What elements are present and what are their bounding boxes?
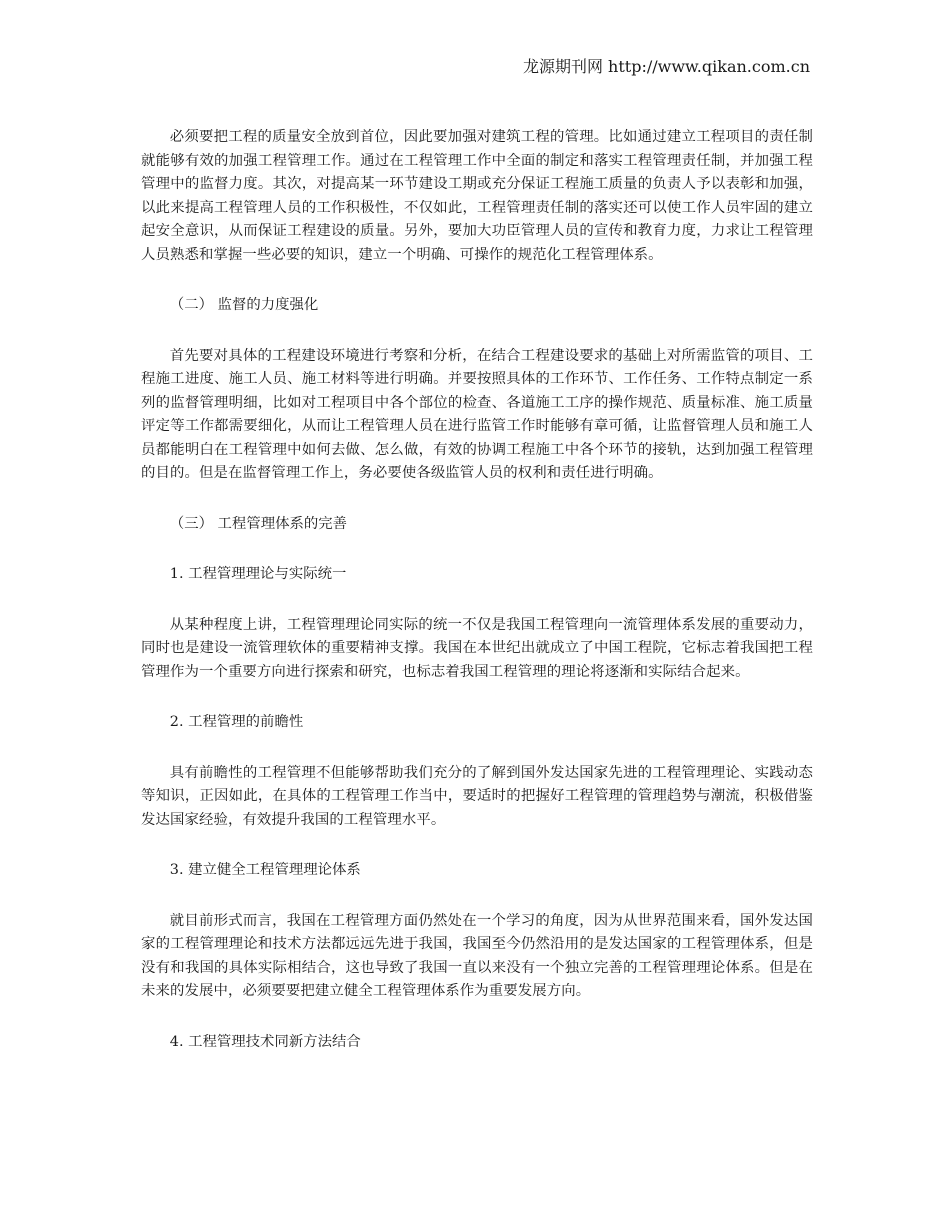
subheading-theory-practice: 1. 工程管理理论与实际统一 — [169, 566, 347, 582]
paragraph-supervision: 首先要对具体的工程建设环境进行考察和分析，在结合工程建设要求的基础上对所需监管的项目、工程施工进度、施工人员、施工材料等进行明确。并要按照具体的工作环节、工作任务、工作特点制定一系列的监督管理明细，比如对工程项目中各个部位的检查、各道施工工序的操作规范、质量标准、施工质量评定等工作都需要细化，从而让工程管理人员在进行监管工作时能够有章可循，让监督管理人员和施工人员都能明白在工程管理中如何去做、怎么做，有效的协调工程施工中各个环节的接轨，达到加强工程管理的目的。但是在监督管理工作上，务必要使各级监管人员的权利和责任进行明确。 — [141, 347, 813, 481]
section-heading-system: （三） 工程管理体系的完善 — [169, 515, 348, 532]
site-header: 龙源期刊网 http://www.qikan.com.cn — [522, 57, 810, 76]
subheading-theory-system: 3. 建立健全工程管理理论体系 — [169, 862, 361, 878]
paragraph-theory-system: 就目前形式而言，我国在工程管理方面仍然处在一个学习的角度，因为从世界范围来看，国外发达国家的工程管理理论和技术方法都远远先进于我国，我国至今仍然沿用的是发达国家的工程管理体系，但是没有和我国的具体实际相结合，这也导致了我国一直以来没有一个独立完善的工程管理理论体系。但是在未来的发展中，必须要要把建立健全工程管理体系作为重要发展方向。 — [141, 912, 813, 999]
section-heading-supervision: （二） 监督的力度强化 — [169, 297, 319, 313]
subheading-foresight: 2. 工程管理的前瞻性 — [169, 714, 304, 730]
paragraph-responsibility: 必须要把工程的质量安全放到首位，因此要加强对建筑工程的管理。比如通过建立工程项目的责任制就能够有效的加强工程管理工作。通过在工程管理工作中全面的制定和落实工程管理责任制，并加强工程管理中的监督力度。其次，对提高某一环节建设工期或充分保证工程施工质量的负责人予以表彰和加强，以此来提高工程管理人员的工作积极性，不仅如此，工程管理责任制的落实还可以使工作人员牢固的建立起安全意识，从而保证工程建设的质量。另外，要加大功臣管理人员的宣传和教育力度，力求让工程管理人员熟悉和掌握一些必要的知识，建立一个明确、可操作的规范化工程管理体系。 — [141, 129, 813, 263]
paragraph-foresight: 具有前瞻性的工程管理不但能够帮助我们充分的了解到国外发达国家先进的工程管理理论、实践动态等知识，正因如此，在具体的工程管理工作当中，要适时的把握好工程管理的管理趋势与潮流，积极借鉴发达国家经验，有效提升我国的工程管理水平。 — [141, 764, 813, 828]
paragraph-theory-practice: 从某种程度上讲，工程管理理论同实际的统一不仅是我国工程管理向一流管理体系发展的重要动力，同时也是建设一流管理软体的重要精神支撑。我国在本世纪出就成立了中国工程院，它标志着我国把工程管理作为一个重要方向进行探索和研究，也标志着我国工程管理的理论将逐渐和实际结合起来。 — [141, 616, 813, 680]
article-body — [141, 126, 813, 1081]
subheading-technology-methods: 4. 工程管理技术同新方法结合 — [169, 1033, 361, 1050]
